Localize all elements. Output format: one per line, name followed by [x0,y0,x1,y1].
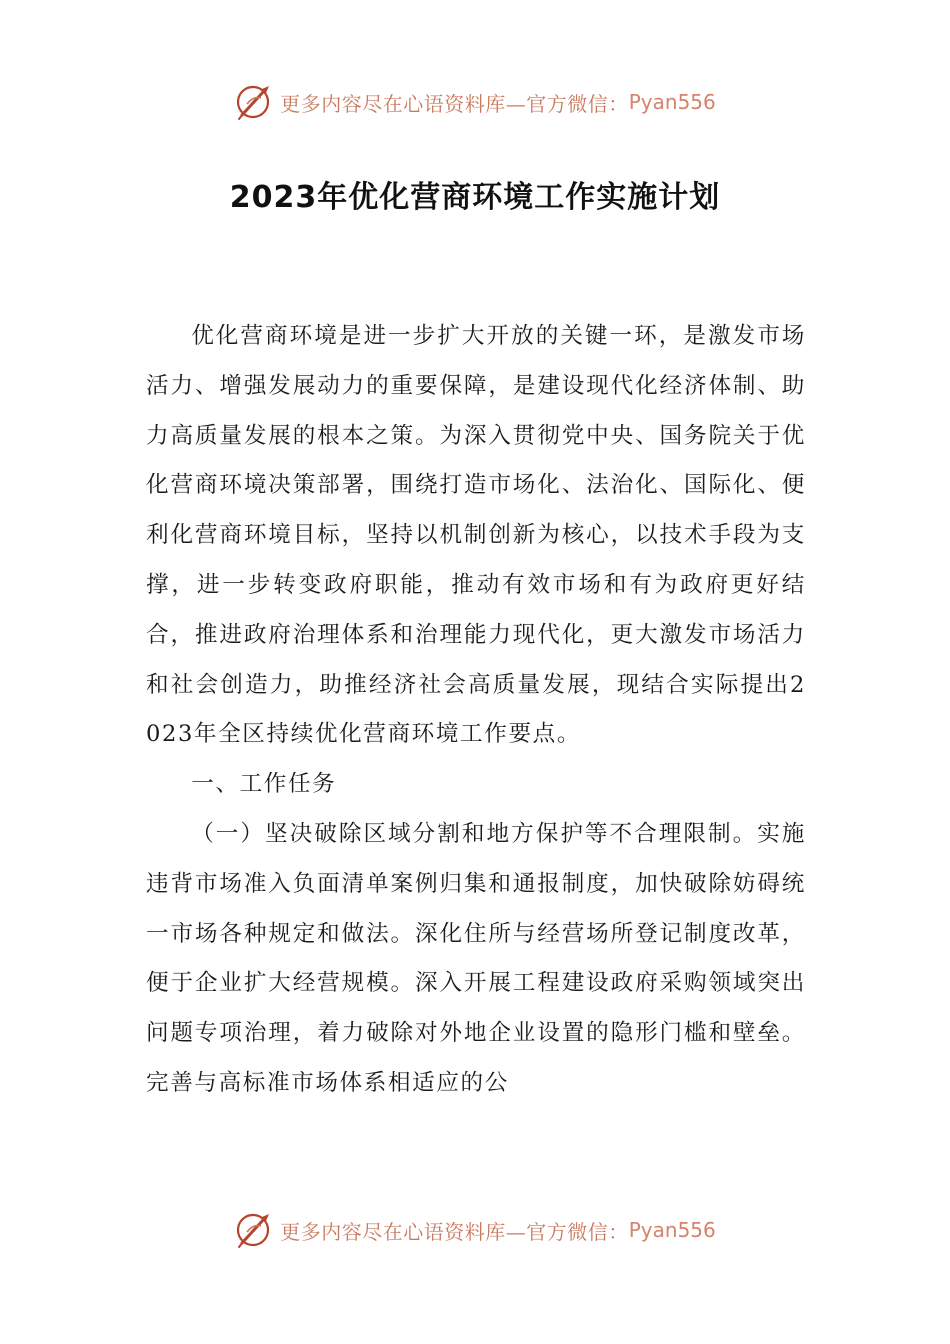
banner-wechat-id: Pyan556 [628,90,716,114]
subsection-paragraph: （一）坚决破除区域分割和地方保护等不合理限制。实施违背市场准入负面清单案例归集和通报制度，加快破除妨碍统一市场各种规定和做法。深化住所与经营场所登记制度改革，便于企业扩大经营规模。深入开展工程建设政府采购领域突出问题专项治理，着力破除对外地企业设置的隐形门槛和壁垒。完善与高标准市场体系相适应的公 [146,820,806,1096]
document-title: 2023年优化营商环境工作实施计划 [229,180,721,215]
section-heading: 一、工作任务 [191,771,337,798]
footer-banner [0,1208,950,1252]
header-banner [0,80,950,124]
pen-logo-icon [234,82,274,122]
banner-wechat-id: Pyan556 [628,1218,716,1242]
banner-text: 更多内容尽在心语资料库—官方微信： [280,1219,629,1244]
banner-text: 更多内容尽在心语资料库—官方微信： [280,91,629,116]
document-body [146,312,806,1109]
pen-logo-icon [234,1210,274,1250]
intro-paragraph: 优化营商环境是进一步扩大开放的关键一环，是激发市场活力、增强发展动力的重要保障，是建设现代化经济体制、助力高质量发展的根本之策。为深入贯彻党中央、国务院关于优化营商环境决策部署，围绕打造市场化、法治化、国际化、便利化营商环境目标，坚持以机制创新为核心，以技术手段为支撑，进一步转变政府职能，推动有效市场和有为政府更好结合，推进政府治理体系和治理能力现代化，更大激发市场活力和社会创造力，助推经济社会高质量发展，现结合实际提出2023年全区持续优化营商环境工作要点。 [146,323,806,748]
